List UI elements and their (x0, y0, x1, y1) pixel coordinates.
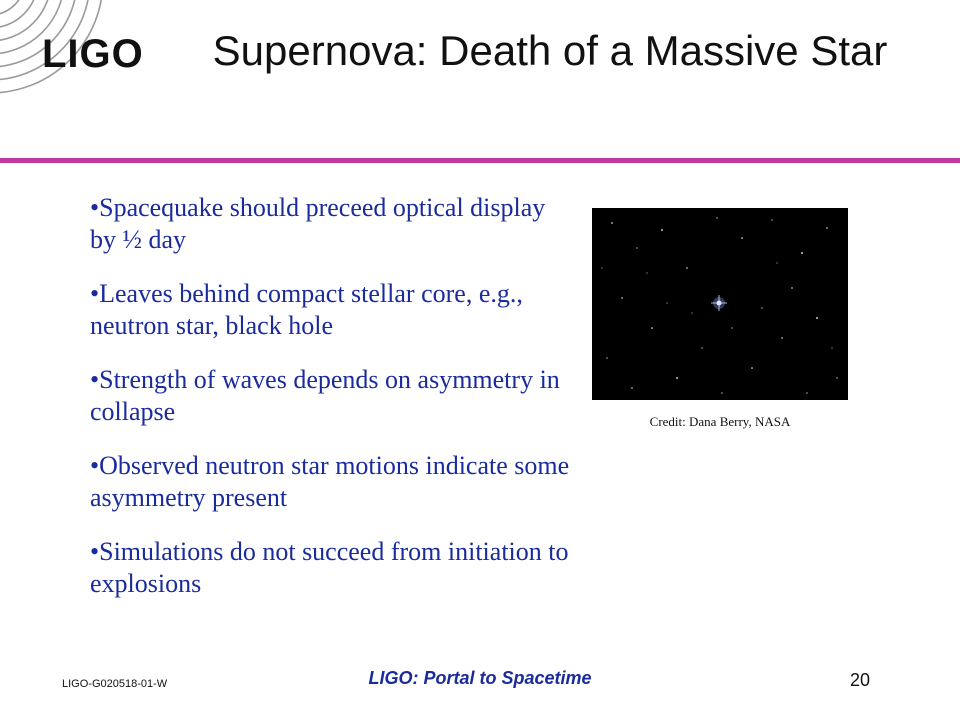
bullet-list (90, 192, 570, 622)
title-divider (0, 158, 960, 163)
bullet-item: •Simulations do not succeed from initiation to explosions (90, 537, 569, 598)
bullet-item: •Strength of waves depends on asymmetry in collapse (90, 365, 560, 426)
page-number: 20 (850, 670, 871, 690)
image-credit: Credit: Dana Berry, NASA (649, 414, 791, 429)
footer-title: LIGO: Portal to Spacetime (368, 668, 592, 688)
starfield-image (592, 208, 848, 400)
bullet-item: •Leaves behind compact stellar core, e.g., neutron star, black hole (90, 279, 523, 340)
ligo-logo: LIGO (42, 32, 144, 76)
bullet-item: •Observed neutron star motions indicate some asymmetry present (90, 451, 570, 512)
slide-title: Supernova: Death of a Massive Star (212, 27, 888, 74)
footer-document-id: LIGO-G020518-01-W (62, 678, 168, 690)
central-star-icon (711, 295, 727, 311)
bullet-item: •Spacequake should preceed optical display by ½ day (90, 193, 546, 254)
supernova-image (592, 208, 848, 400)
